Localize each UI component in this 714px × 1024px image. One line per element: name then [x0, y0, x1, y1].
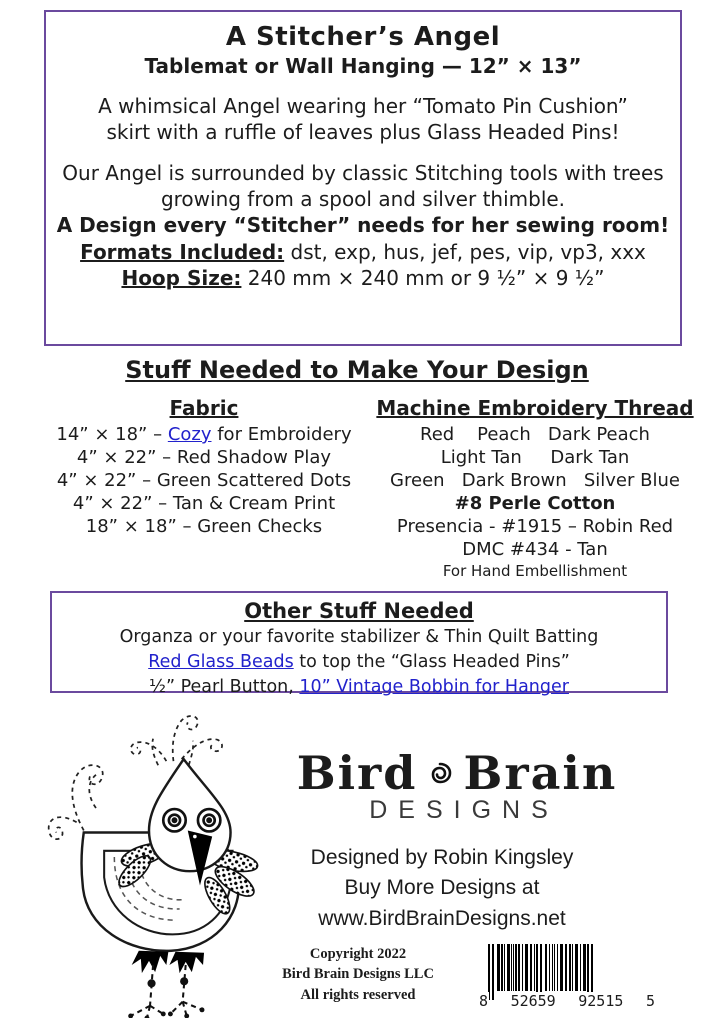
brand-logo — [252, 746, 662, 825]
bird-logo-illustration — [20, 702, 278, 1018]
description-paragraph-2 — [46, 160, 680, 238]
barcode-digit: 8 — [479, 992, 489, 1010]
fabric-item: 18” × 18” – Green Checks — [85, 516, 323, 538]
buy-more-line: Buy More Designs at — [344, 876, 540, 900]
fabric-item — [38, 423, 370, 446]
formats-value: dst, exp, hus, jef, pes, vip, vp3, xxx — [284, 240, 646, 264]
website-url[interactable]: www.BirdBrainDesigns.net — [318, 906, 566, 930]
fabric-list — [38, 396, 370, 538]
logo-subtitle: DESIGNS — [369, 796, 559, 824]
copyright-block — [248, 944, 468, 1005]
hand-embellishment-note: For Hand Embellishment — [442, 562, 628, 581]
description-line: skirt with a ruffle of leaves plus Glass Headed Pins! — [106, 120, 620, 144]
perle-cotton-heading: #8 Perle Cotton — [454, 493, 616, 515]
page-title: A Stitcher’s Angel — [225, 22, 501, 52]
thread-colors-line: Red Peach Dark Peach — [420, 424, 650, 445]
barcode-digits — [478, 992, 656, 1010]
fabric-item-text: for Embroidery — [211, 424, 352, 445]
formats-label: Formats Included: — [80, 240, 285, 264]
vintage-bobbin-link[interactable]: 10” Vintage Bobbin for Hanger — [299, 676, 569, 697]
thread-colors-line: Green Dark Brown Silver Blue — [390, 470, 680, 492]
spiral-icon — [427, 760, 453, 786]
page-subtitle: Tablemat or Wall Hanging — 12” × 13” — [144, 54, 582, 78]
brand-logotype — [252, 746, 662, 800]
hoop-size-value: 240 mm × 240 mm or 9 ½” × 9 ½” — [241, 266, 605, 290]
thread-heading: Machine Embroidery Thread — [376, 396, 694, 420]
description-line: A whimsical Angel wearing her “Tomato Pin Cushion” — [98, 94, 628, 118]
section-heading-stuff-needed: Stuff Needed to Make Your Design — [125, 356, 589, 384]
other-stuff-line — [52, 675, 666, 700]
fabric-item-text: 14” × 18” – — [56, 424, 168, 445]
other-stuff-line: Organza or your favorite stabilizer & Thin Quilt Batting — [119, 627, 599, 647]
perle-cotton-item: DMC #434 - Tan — [462, 539, 608, 561]
logo-word-brain: Brain — [463, 746, 618, 800]
design-info-box — [44, 10, 682, 346]
copyright-line: Copyright 2022 — [309, 946, 407, 962]
upc-barcode — [478, 944, 656, 1010]
other-stuff-box — [50, 591, 668, 697]
barcode-digit-group: 92515 — [578, 992, 624, 1010]
description-line: Our Angel is surrounded by classic Stitching tools with trees — [62, 161, 664, 185]
formats-line — [46, 240, 680, 264]
other-stuff-text: to top the “Glass Headed Pins” — [293, 651, 570, 672]
description-bold-line: A Design every “Stitcher” needs for her sewing room! — [56, 213, 670, 237]
promo-text — [262, 843, 622, 934]
perle-cotton-item: Presencia - #1915 – Robin Red — [396, 516, 674, 538]
copyright-line: Bird Brain Designs LLC — [282, 966, 434, 983]
other-stuff-text: ½” Pearl Button, — [149, 676, 300, 697]
barcode-digit-group: 52659 — [510, 992, 556, 1010]
hoop-size-label: Hoop Size: — [121, 266, 242, 290]
designed-by-line: Designed by Robin Kingsley — [310, 846, 574, 869]
barcode-digit: 5 — [645, 992, 655, 1010]
description-paragraph-1 — [46, 93, 680, 145]
red-glass-beads-link[interactable]: Red Glass Beads — [148, 651, 294, 672]
fabric-item: 4” × 22” – Tan & Cream Print — [72, 493, 336, 515]
logo-word-bird: Bird — [296, 746, 418, 800]
other-stuff-line — [52, 650, 666, 675]
thread-colors-line: Light Tan Dark Tan — [440, 447, 630, 469]
hoop-size-line — [46, 266, 680, 290]
fabric-item: 4” × 22” – Green Scattered Dots — [56, 470, 352, 492]
fabric-item: 4” × 22” – Red Shadow Play — [76, 447, 332, 469]
fabric-heading: Fabric — [169, 396, 239, 420]
thread-list — [374, 396, 696, 581]
cozy-link[interactable]: Cozy — [167, 424, 212, 445]
other-stuff-heading: Other Stuff Needed — [244, 599, 474, 623]
copyright-line: All rights reserved — [300, 986, 416, 1003]
description-line: growing from a spool and silver thimble. — [160, 187, 566, 211]
